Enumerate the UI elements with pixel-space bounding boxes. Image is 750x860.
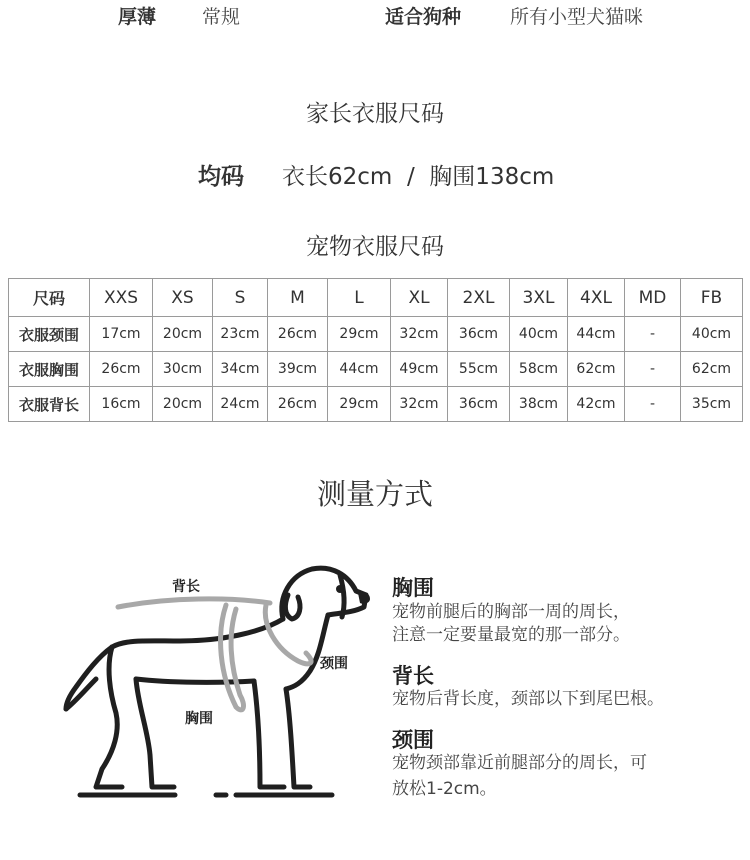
table-cell: 40cm — [681, 317, 743, 352]
table-cell: 24cm — [213, 387, 268, 422]
table-row — [9, 387, 743, 422]
dog-outline — [66, 568, 366, 795]
table-cell: 26cm — [268, 317, 328, 352]
table-cell: 26cm — [268, 387, 328, 422]
table-cell: 38cm — [510, 387, 568, 422]
table-cell: 29cm — [328, 387, 391, 422]
header-cell: XS — [153, 279, 213, 317]
table-cell: 16cm — [90, 387, 153, 422]
table-cell: 39cm — [268, 352, 328, 387]
thickness-label: 厚薄 — [118, 6, 157, 28]
table-cell: - — [625, 352, 681, 387]
row-label: 衣服胸围 — [9, 352, 90, 387]
table-cell: 62cm — [681, 352, 743, 387]
table-cell: 44cm — [328, 352, 391, 387]
measure-chest-title: 胸围 — [392, 576, 434, 600]
measure-neck-line-1: 宠物颈部靠近前腿部分的周长，可 — [392, 753, 647, 773]
parent-size-title: 家长衣服尺码 — [306, 101, 444, 127]
back-length-line — [118, 599, 270, 607]
table-cell: 58cm — [510, 352, 568, 387]
measure-title: 测量方式 — [316, 477, 433, 511]
table-cell: 30cm — [153, 352, 213, 387]
table-cell: - — [625, 387, 681, 422]
table-cell: 17cm — [90, 317, 153, 352]
dog-eye-icon — [336, 585, 344, 593]
table-cell: 20cm — [153, 387, 213, 422]
table-cell: 44cm — [568, 317, 625, 352]
measure-neck-title: 颈围 — [392, 728, 434, 752]
table-row — [9, 317, 743, 352]
parent-size-value: 衣长62cm / 胸围138cm — [282, 164, 555, 190]
table-cell: 40cm — [510, 317, 568, 352]
diagram-label-chest: 胸围 — [185, 711, 213, 727]
pet-size-title: 宠物衣服尺码 — [306, 234, 444, 260]
size-header-row — [9, 279, 743, 317]
measure-neck-line-2: 放松1-2cm。 — [392, 779, 497, 799]
header-cell: 2XL — [448, 279, 510, 317]
table-cell: 32cm — [391, 317, 448, 352]
breed-label: 适合狗种 — [385, 6, 462, 28]
thickness-value: 常规 — [202, 6, 241, 28]
table-cell: 26cm — [90, 352, 153, 387]
header-cell: 尺码 — [9, 279, 90, 317]
size-table — [8, 278, 743, 422]
measure-back-title: 背长 — [392, 664, 434, 688]
measure-chest-line-2: 注意一定要量最宽的那一部分。 — [392, 625, 630, 645]
table-cell: 23cm — [213, 317, 268, 352]
table-cell: 32cm — [391, 387, 448, 422]
table-cell: 42cm — [568, 387, 625, 422]
row-label: 衣服颈围 — [9, 317, 90, 352]
header-cell: XXS — [90, 279, 153, 317]
measure-chest-line-1: 宠物前腿后的胸部一周的周长， — [392, 602, 630, 622]
header-cell: L — [328, 279, 391, 317]
chest-loop — [221, 605, 244, 710]
table-cell: 55cm — [448, 352, 510, 387]
header-cell: 3XL — [510, 279, 568, 317]
header-cell: S — [213, 279, 268, 317]
measure-back-line-1: 宠物后背长度，颈部以下到尾巴根。 — [392, 689, 664, 709]
dog-diagram — [40, 555, 380, 815]
header-cell: MD — [625, 279, 681, 317]
diagram-label-neck: 颈围 — [320, 656, 348, 672]
table-cell: 35cm — [681, 387, 743, 422]
table-cell: 36cm — [448, 317, 510, 352]
table-cell: 34cm — [213, 352, 268, 387]
row-label: 衣服背长 — [9, 387, 90, 422]
table-cell: 49cm — [391, 352, 448, 387]
table-cell: 20cm — [153, 317, 213, 352]
header-cell: M — [268, 279, 328, 317]
table-row — [9, 352, 743, 387]
header-cell: XL — [391, 279, 448, 317]
table-cell: 29cm — [328, 317, 391, 352]
header-cell: 4XL — [568, 279, 625, 317]
table-cell: 36cm — [448, 387, 510, 422]
breed-value: 所有小型犬猫咪 — [510, 6, 644, 28]
table-cell: - — [625, 317, 681, 352]
table-cell: 62cm — [568, 352, 625, 387]
diagram-label-back: 背长 — [172, 579, 200, 595]
parent-size-label: 均码 — [198, 164, 244, 190]
header-cell: FB — [681, 279, 743, 317]
